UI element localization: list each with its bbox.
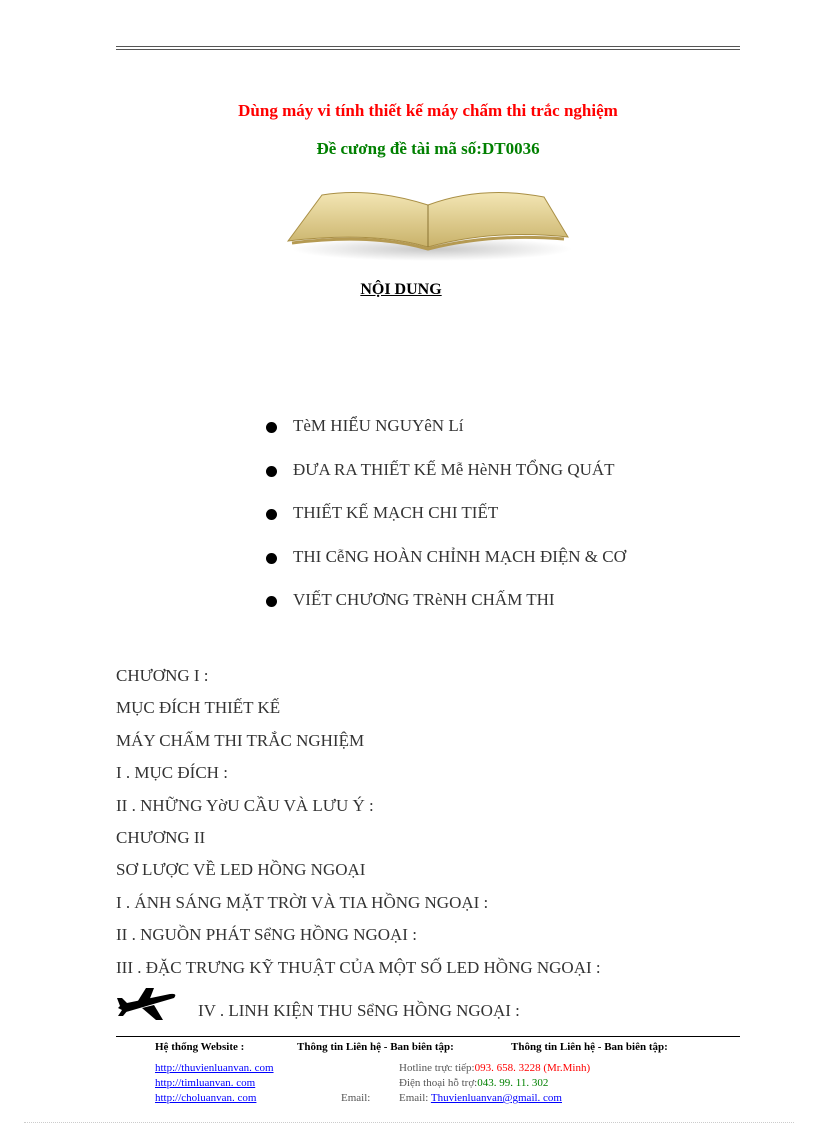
document-subtitle: Đề cương đề tài mã số:DT0036: [316, 139, 540, 158]
footer-rule: [116, 1036, 740, 1037]
document-title: Dùng máy vi tính thiết kế máy chấm thi trắc nghiệm: [238, 101, 618, 120]
top-rule: [116, 46, 740, 47]
bullet-icon: [266, 466, 277, 477]
footer-email: Email: Thuvienluanvan@gmail. com: [399, 1092, 562, 1104]
toc-line: II . NGUỒN PHÁT SểNG HỒNG NGOẠI :: [116, 925, 417, 945]
bullet-item: VIẾT CHƯƠNG TRèNH CHẤM THI: [266, 590, 626, 634]
footer-support-phone: Điện thoại hỗ trợ:043. 99. 11. 302: [399, 1077, 549, 1089]
footer-hotline: Hotline trực tiếp:093. 658. 3228 (Mr.Minh): [399, 1062, 591, 1074]
toc-last-line: IV . LINH KIỆN THU SểNG HỒNG NGOẠI :: [116, 986, 520, 1022]
toc-line: I . MỤC ĐÍCH :: [116, 763, 228, 783]
bullet-item: THI CễNG HOÀN CHỈNH MẠCH ĐIỆN & CƠ: [266, 547, 626, 591]
airplane-icon: [116, 986, 178, 1022]
top-rule-2: [116, 49, 740, 50]
footer-link[interactable]: http://thuvienluanvan. com: [155, 1062, 274, 1074]
toc-line: I . ÁNH SÁNG MẶT TRỜI VÀ TIA HỒNG NGOẠI :: [116, 892, 489, 912]
bullet-icon: [266, 553, 277, 564]
toc-line: SƠ LƯỢC VỀ LED HỒNG NGOẠI: [116, 860, 366, 880]
content-bullet-list: [266, 416, 626, 634]
footer-website-heading: Hệ thống Website :: [155, 1041, 245, 1053]
toc-line: MỤC ĐÍCH THIẾT KẾ: [116, 698, 281, 718]
footer-email-label-left: Email:: [341, 1092, 371, 1104]
footer-email-link[interactable]: Thuvienluanvan@gmail. com: [430, 1092, 562, 1104]
table-of-contents: [116, 666, 601, 990]
bullet-icon: [266, 509, 277, 520]
footer-link[interactable]: http://timluanvan. com: [155, 1077, 256, 1089]
content-heading: NỘI DUNG: [360, 281, 442, 298]
bullet-icon: [266, 596, 277, 607]
bullet-item: TèM HIỂU NGUYêN Lí: [266, 416, 626, 460]
footer-contact-heading-2: Thông tin Liên hệ - Ban biên tập:: [511, 1041, 668, 1053]
bullet-item: THIẾT KẾ MẠCH CHI TIẾT: [266, 503, 626, 547]
toc-line: CHƯƠNG II: [116, 827, 206, 847]
open-book-image: [282, 183, 574, 263]
toc-line: III . ĐẶC TRƯNG KỸ THUẬT CỦA MỘT SỐ LED HỒNG NGOẠI :: [116, 957, 601, 977]
toc-line: CHƯƠNG I :: [116, 666, 209, 685]
footer-contact-heading: Thông tin Liên hệ - Ban biên tập:: [297, 1041, 454, 1053]
bullet-icon: [266, 422, 277, 433]
toc-line: MÁY CHẤM THI TRẮC NGHIỆM: [116, 730, 365, 750]
bullet-item: ĐƯA RA THIẾT KẾ Mễ HèNH TỔNG QUÁT: [266, 460, 626, 504]
toc-line: II . NHỮNG YờU CẦU VÀ LƯU Ý :: [116, 795, 374, 815]
footer-link[interactable]: http://choluanvan. com: [155, 1092, 257, 1104]
